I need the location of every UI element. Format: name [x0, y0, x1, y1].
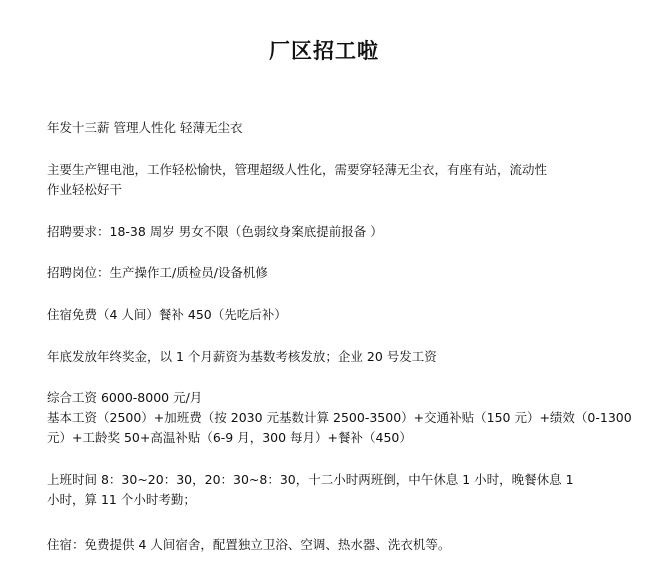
page-title: 厂区招工啦 [269, 38, 379, 63]
text-line: 年底发放年终奖金，以 1 个月薪资为基数考核发放；企业 20 号发工资 [47, 349, 437, 364]
paragraph-salary [47, 388, 632, 448]
paragraph-dormitory [47, 535, 607, 555]
paragraph-job-description [47, 160, 607, 200]
paragraph-positions [47, 263, 607, 283]
paragraph-accommodation-meals [47, 305, 607, 325]
text-line: 小时，算 11 个小时考勤； [47, 492, 196, 507]
text-line: 住宿免费（4 人间）餐补 450（先吃后补） [47, 307, 287, 322]
text-line: 元）+工龄奖 50+高温补贴（6-9 月，300 每月）+餐补（450） [47, 430, 412, 445]
paragraph-requirements [47, 222, 607, 242]
text-line: 招聘岗位：生产操作工/质检员/设备机修 [47, 265, 268, 280]
paragraph-year-end-bonus [47, 347, 607, 367]
text-line: 住宿：免费提供 4 人间宿舍，配置独立卫浴、空调、热水器、洗衣机等。 [47, 537, 451, 552]
text-line: 作业轻松好干 [47, 182, 123, 197]
text-line: 招聘要求：18-38 周岁 男女不限（色弱纹身案底提前报备 ） [47, 224, 383, 239]
text-line: 基本工资（2500）+加班费（按 2030 元基数计算 2500-3500）+交通补贴（150 元）+绩效（0-1300 [47, 410, 632, 425]
text-line: 上班时间 8：30~20：30，20：30~8：30，十二小时两班倒，中午休息 1 小时，晚餐休息 1 [47, 472, 574, 487]
text-line: 主要生产锂电池，工作轻松愉快，管理超级人性化，需要穿轻薄无尘衣，有座有站，流动性 [47, 162, 548, 177]
paragraph-benefits-summary [47, 118, 607, 138]
paragraph-work-hours [47, 470, 607, 510]
text-line: 综合工资 6000-8000 元/月 [47, 390, 203, 405]
text-line: 年发十三薪 管理人性化 轻薄无尘衣 [47, 120, 243, 135]
